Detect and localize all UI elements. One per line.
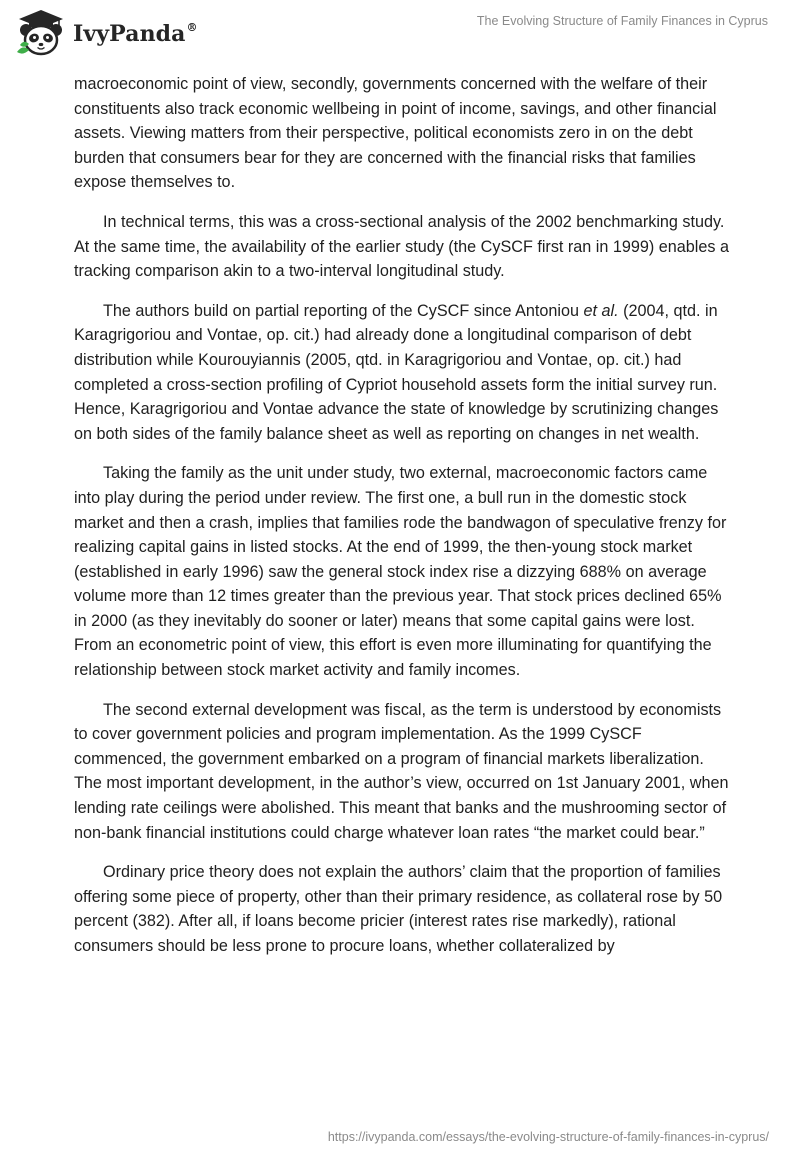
paragraph-5: The second external development was fiscal, as the term is understood by economists to cover government policies and program implementation. As the 1999 CySCF commenced, the government embarked on a program of financial markets liberalization. The most important development, in the author’s view, occurred on 1st January 2001, when lending rate ceilings were abolished. This meant that banks and the mushrooming sector of non-bank financial institutions could charge whatever loan rates “the market could bear.” [74, 700, 729, 842]
paragraph-3-italic: et al. [583, 301, 619, 320]
paragraph-3-start: The authors build on partial reporting of the CySCF since Antoniou [103, 301, 584, 320]
paragraph-1: macroeconomic point of view, secondly, governments concerned with the welfare of their constituents also track economic wellbeing in point of income, savings, and other financial assets. Viewing matters from their perspective, political economists zero in on the debt burden that consumers bear for they are concerned with the financial risks that families expose themselves to. [74, 75, 717, 192]
paragraph-4: Taking the family as the unit under study, two external, macroeconomic factors came into play during the period under review. The first one, a bull run in the domestic stock market and then a crash, implies that families rode the bandwagon of speculative frenzy for realizing capital gains in listed stocks. At the end of 1999, the then-young stock market (established in early 1996) saw the general stock index rise a dizzying 688% on average volume more than 12 times greater than the previous year. That stock prices declined 65% in 2000 (as they inevitably do sooner or later) means that some capital gains were lost. From an econometric point of view, this effort is even more illuminating for quantifying the relationship between stock market activity and family incomes. [74, 464, 727, 680]
panda-graduate-icon [15, 8, 67, 58]
document-title: The Evolving Structure of Family Finances in Cyprus [476, 14, 768, 28]
ivypanda-logo[interactable] [15, 8, 198, 58]
brand-name: IvyPanda® [73, 20, 198, 47]
source-url[interactable]: https://ivypanda.com/essays/the-evolving-structure-of-family-finances-in-cyprus/ [327, 1130, 769, 1144]
paragraph-6: Ordinary price theory does not explain the authors’ claim that the proportion of families offering some piece of property, other than their primary residence, as collateral rose by 50 percent (382). After all, if loans become pricier (interest rates rise markedly), rational consumers should be less prone to procure loans, whether collateralized by [74, 863, 723, 955]
paragraph-3 [74, 299, 730, 447]
paragraph-3-end: (2004, qtd. in Karagrigoriou and Vontae, op. cit.) had already done a longitudinal comparison of debt distribution while Kourouyiannis (2005, qtd. in Karagrigoriou and Vontae, op. cit.) had completed a cross-section profiling of Cypriot household assets form the initial survey run. Hence, Karagrigoriou and Vontae advance the state of knowledge by scrutinizing changes on both sides of the family balance sheet as well as reporting on changes in net wealth. [74, 301, 719, 443]
essay-body [74, 72, 730, 974]
paragraph-2: In technical terms, this was a cross-sectional analysis of the 2002 benchmarking study. At the same time, the availability of the earlier study (the CySCF first ran in 1999) enables a tracking comparison akin to a two-interval longitudinal study. [74, 212, 730, 281]
page-header [0, 0, 800, 66]
